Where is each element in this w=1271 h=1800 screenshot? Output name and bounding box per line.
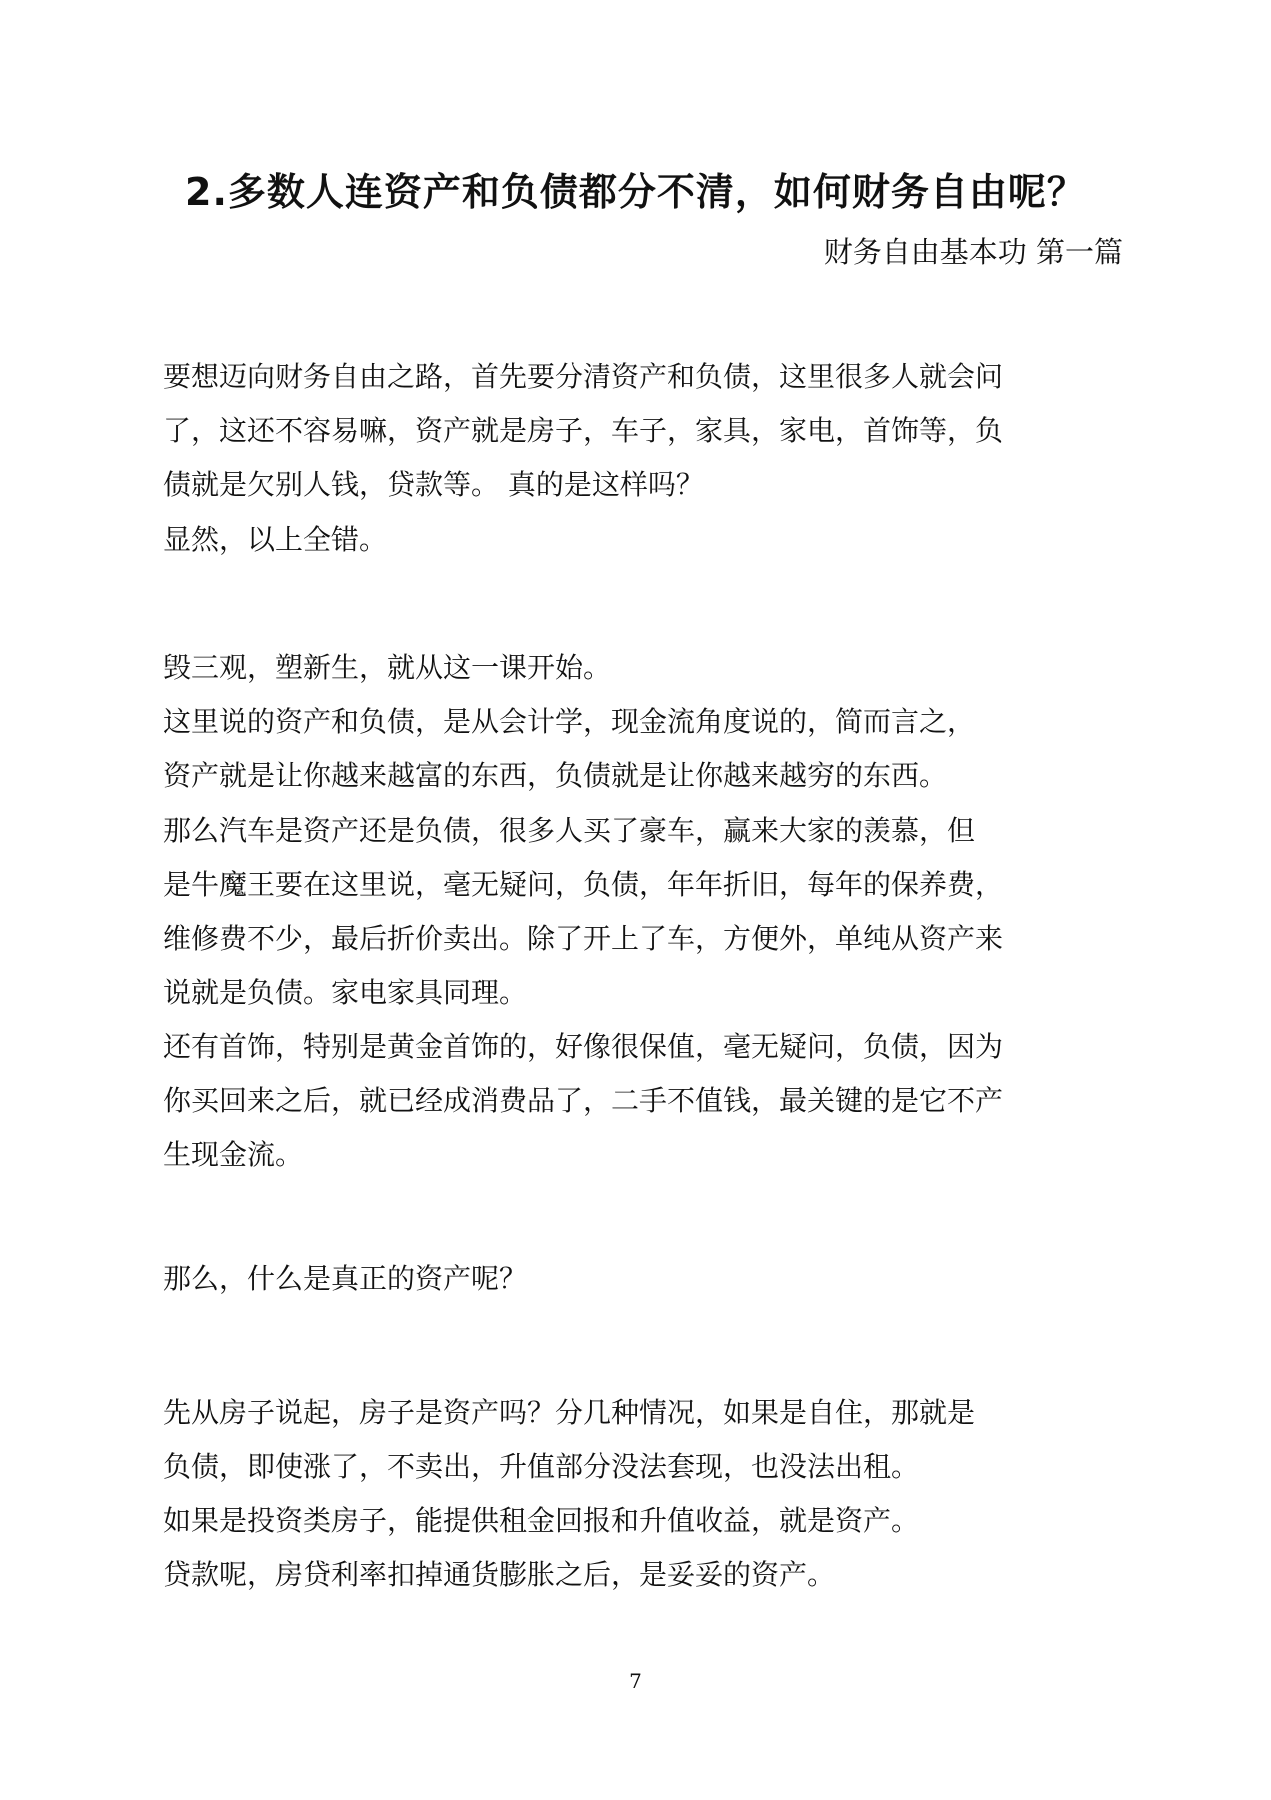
- paragraph-7: 那么，什么是真正的资产呢？: [163, 1262, 528, 1295]
- paragraph-8: 先从房子说起，房子是资产吗？分几种情况，如果是自住，那就是 负债，即使涨了，不卖出，升值部分没法套现，也没法出租。: [163, 1396, 976, 1483]
- page-number: 7: [629, 1669, 642, 1693]
- document-title: 2.多数人连资产和负债都分不清，如何财务自由呢？: [185, 170, 1086, 214]
- paragraph-9: 如果是投资类房子，能提供租金回报和升值收益，就是资产。: [163, 1504, 920, 1537]
- document-subtitle: 财务自由基本功 第一篇: [823, 235, 1123, 269]
- paragraph-1: 要想迈向财务自由之路，首先要分清资产和负债，这里很多人就会问 了，这还不容易嘛，资产就是房子，车子，家具，家电，首饰等，负 债就是欠别人钱，贷款等。 真的是这样吗？: [163, 360, 1004, 501]
- paragraph-3: 毁三观，塑新生，就从这一课开始。: [163, 651, 612, 684]
- paragraph-5: 那么汽车是资产还是负债，很多人买了豪车，赢来大家的羡慕，但 是牛魔王要在这里说，毫无疑问，负债，年年折旧，每年的保养费， 维修费不少，最后折价卖出。除了开上了车，方便外，单纯从资产来 说就是负债。家电家具同理。: [163, 814, 1004, 1009]
- paragraph-10: 贷款呢，房贷利率扣掉通货膨胀之后，是妥妥的资产。: [163, 1558, 836, 1591]
- paragraph-4: 这里说的资产和负债，是从会计学，现金流角度说的，简而言之， 资产就是让你越来越富的东西，负债就是让你越来越穷的东西。: [163, 705, 976, 792]
- paragraph-2: 显然，以上全错。: [163, 523, 388, 556]
- paragraph-6: 还有首饰，特别是黄金首饰的，好像很保值，毫无疑问，负债，因为 你买回来之后，就已经成消费品了，二手不值钱，最关键的是它不产 生现金流。: [163, 1030, 1004, 1171]
